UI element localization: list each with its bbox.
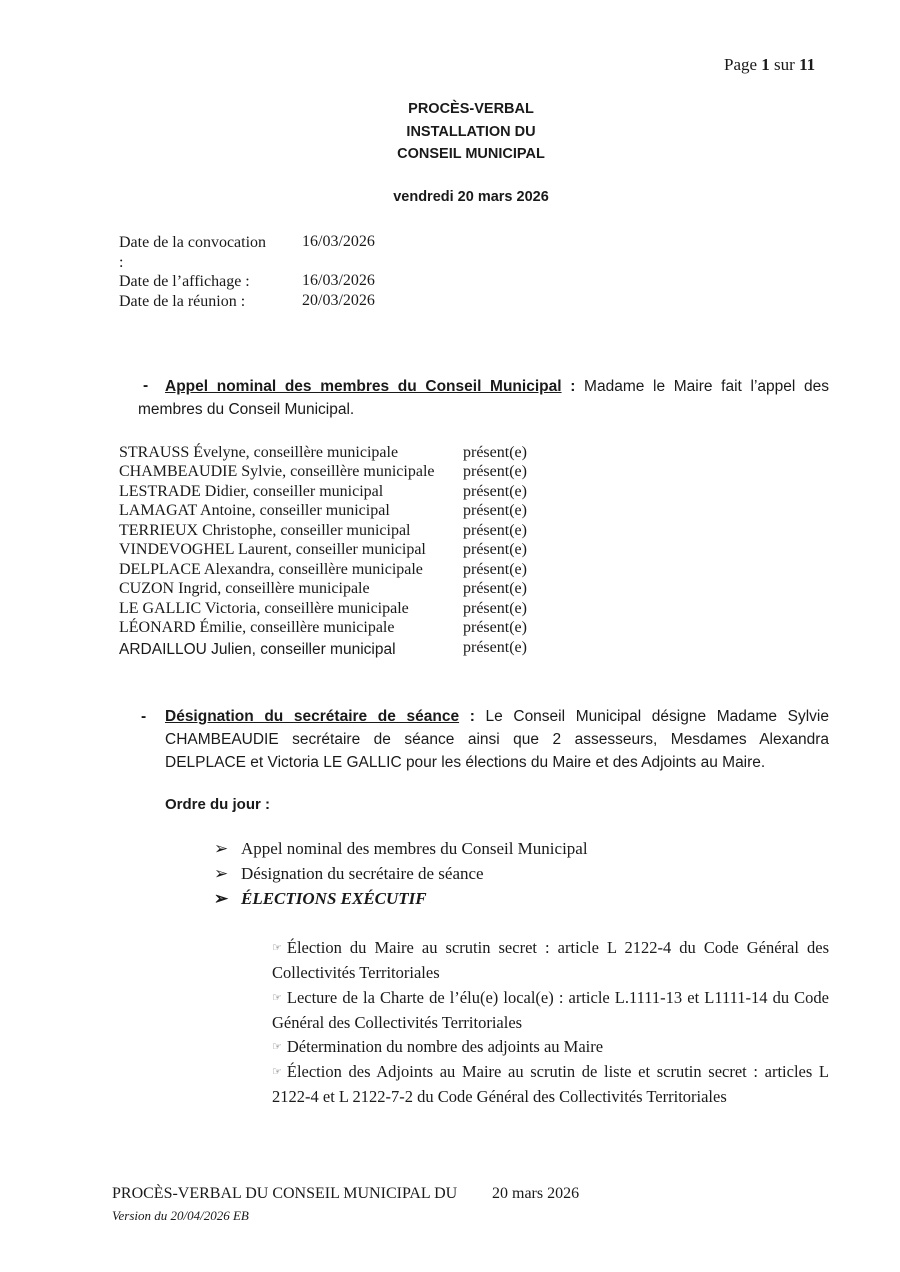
pointing-hand-icon: ☞ (272, 1041, 282, 1053)
affichage-date-label: Date de l’affichage : (119, 273, 250, 290)
member-status: présent(e) (463, 463, 527, 480)
member-status: présent(e) (463, 444, 527, 461)
affichage-date-value: 16/03/2026 (302, 272, 375, 289)
sub-agenda-text: Détermination du nombre des adjoints au Maire (286, 1037, 604, 1056)
arrow-bullet-icon: ➢ (214, 864, 229, 883)
title-line-1: PROCÈS-VERBAL (408, 101, 534, 117)
member-name: CUZON Ingrid, conseillère municipale (119, 580, 370, 597)
pointing-hand-icon: ☞ (272, 1066, 282, 1078)
arrow-bullet-icon: ➢ (214, 839, 229, 858)
pointing-hand-icon: ☞ (272, 992, 282, 1004)
sub-agenda-item (272, 1060, 829, 1109)
member-status: présent(e) (463, 483, 527, 500)
sub-agenda-item (272, 1035, 829, 1060)
member-status: présent(e) (463, 619, 527, 636)
member-status: présent(e) (463, 600, 527, 617)
member-name: LESTRADE Didier, conseiller municipal (119, 483, 384, 500)
member-name: STRAUSS Évelyne, conseillère municipale (119, 444, 399, 461)
agenda-item (214, 864, 484, 884)
title-line-2: INSTALLATION DU (406, 124, 536, 140)
ordre-du-jour-title: Ordre du jour : (165, 796, 270, 813)
footer-title: PROCÈS-VERBAL DU CONSEIL MUNICIPAL DU (112, 1185, 458, 1202)
appel-paragraph (138, 375, 829, 421)
appel-dash: - (143, 377, 149, 394)
member-name: DELPLACE Alexandra, conseillère municipale (119, 561, 423, 578)
member-status: présent(e) (463, 580, 527, 597)
meeting-date-title: vendredi 20 mars 2026 (393, 189, 549, 205)
sub-agenda-text: Élection des Adjoints au Maire au scrutin de liste et scrutin secret : articles L 2122-4 et L 2122-7-2 du Code Général des Collectivités Territoriales (272, 1062, 829, 1106)
agenda-item (214, 839, 588, 859)
page-total: 11 (799, 55, 816, 74)
reunion-date-label: Date de la réunion : (119, 293, 246, 310)
member-status: présent(e) (463, 561, 527, 578)
convocation-date-value: 16/03/2026 (302, 233, 375, 250)
page-sep: sur (774, 55, 795, 74)
member-status: présent(e) (463, 541, 527, 558)
agenda-item (214, 889, 427, 909)
member-status: présent(e) (463, 502, 527, 519)
designation-colon: : (459, 708, 475, 725)
appel-colon: : (561, 378, 576, 395)
designation-text: Le Conseil Municipal désigne Madame Sylvie CHAMBEAUDIE secrétaire de séance ainsi que 2 assesseurs, Mesdames Alexandra DELPLACE et Victoria LE GALLIC pour les élections du Maire et des Adjoints au Maire. (165, 708, 830, 771)
page-prefix: Page (724, 55, 758, 74)
designation-heading: Désignation du secrétaire de séance (165, 708, 460, 725)
agenda-item-text: ÉLECTIONS EXÉCUTIF (241, 889, 427, 908)
member-name: ARDAILLOU Julien, conseiller municipal (119, 641, 396, 658)
sub-agenda-text: Lecture de la Charte de l’élu(e) local(e) : article L.1111-13 et L1111-14 du Code Général des Collectivités Territoriales (272, 988, 829, 1032)
title-line-3: CONSEIL MUNICIPAL (397, 146, 545, 162)
footer-date: 20 mars 2026 (492, 1185, 580, 1202)
member-name: LE GALLIC Victoria, conseillère municipale (119, 600, 409, 617)
convocation-date-label: Date de la convocation : (119, 234, 267, 271)
appel-heading: Appel nominal des membres du Conseil Municipal (165, 378, 562, 395)
designation-dash: - (141, 708, 147, 725)
member-name: CHAMBEAUDIE Sylvie, conseillère municipale (119, 463, 435, 480)
member-status: présent(e) (463, 522, 527, 539)
sub-agenda-item (272, 936, 829, 985)
sub-agenda-text: Élection du Maire au scrutin secret : article L 2122-4 du Code Général des Collectivités Territoriales (272, 938, 829, 982)
member-name: LAMAGAT Antoine, conseiller municipal (119, 502, 390, 519)
footer-version: Version du 20/04/2026 EB (112, 1208, 249, 1223)
page-number (724, 55, 815, 75)
member-status: présent(e) (463, 639, 527, 656)
designation-paragraph (165, 705, 829, 774)
arrow-bullet-icon: ➢ (214, 889, 229, 908)
member-name: TERRIEUX Christophe, conseiller municipal (119, 522, 411, 539)
page-current: 1 (761, 55, 770, 74)
agenda-item-text: Désignation du secrétaire de séance (241, 864, 484, 883)
reunion-date-value: 20/03/2026 (302, 292, 375, 309)
member-name: VINDEVOGHEL Laurent, conseiller municipal (119, 541, 426, 558)
appel-text: Madame le Maire fait l’appel des membres du Conseil Municipal. (138, 378, 830, 418)
sub-agenda-item (272, 986, 829, 1035)
agenda-item-text: Appel nominal des membres du Conseil Municipal (241, 839, 588, 858)
member-name: LÉONARD Émilie, conseillère municipale (119, 619, 395, 636)
pointing-hand-icon: ☞ (272, 942, 282, 954)
